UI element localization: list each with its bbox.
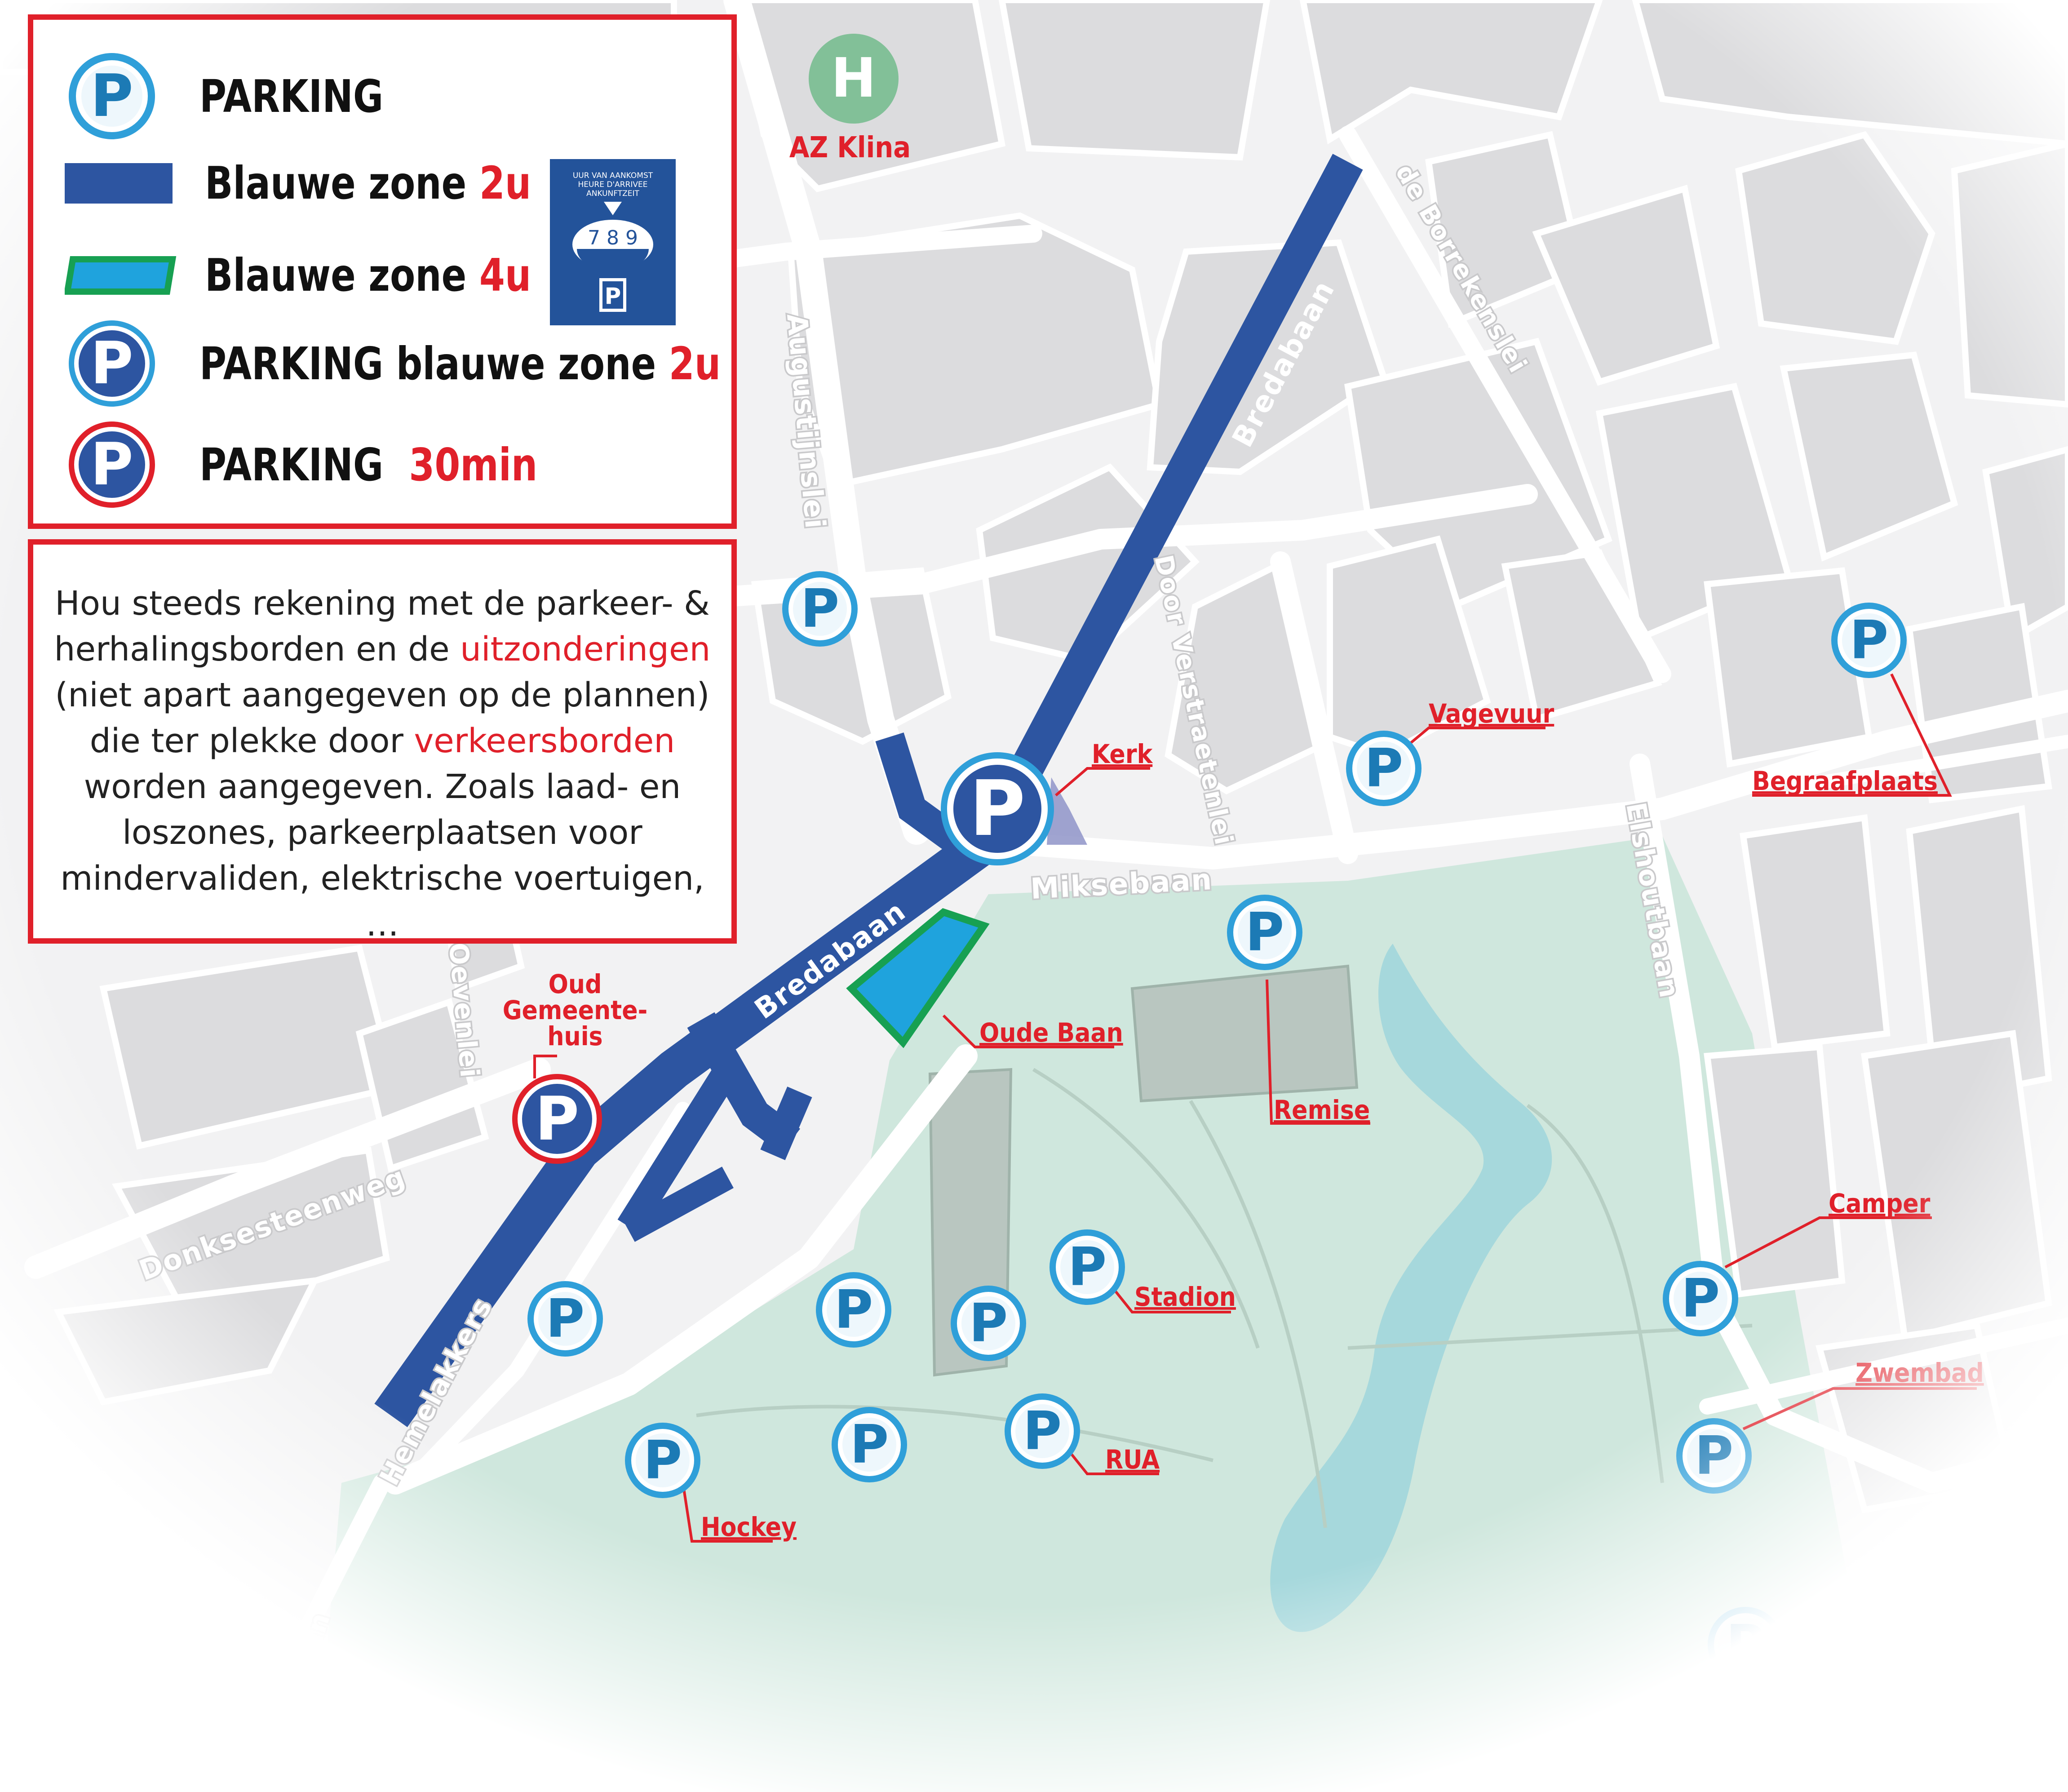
legend-item-blue-zone-4u xyxy=(65,249,603,302)
blue-zone-outline-icon xyxy=(65,253,177,298)
parking-30min-icon xyxy=(65,417,159,512)
svg-text:ANKUNFTZEIT: ANKUNFTZEIT xyxy=(586,189,639,198)
legend-label-parking-blue-zone: PARKING blauwe zone 2u xyxy=(199,337,721,390)
legend-item-parking-30min xyxy=(65,417,611,512)
note-text: Hou steeds rekening met de parkeer- & herhalingsborden en de uitzonderingen (niet apart aangegeven op de plannen) die ter plekke door verkeersborden worden aangegeven. Zoals laad- en loszones, parkeerplaatsen voor mindervaliden, elektrische voertuigen, … xyxy=(54,584,711,944)
legend-label-blue-zone-4u: Blauwe zone 4u xyxy=(205,249,531,302)
parking-icon xyxy=(65,49,159,143)
svg-text:UUR VAN AANKOMST: UUR VAN AANKOMST xyxy=(572,171,653,180)
svg-text:P: P xyxy=(90,62,133,130)
legend-box xyxy=(28,14,737,529)
svg-text:7 8 9: 7 8 9 xyxy=(588,226,638,249)
legend-label-parking: PARKING xyxy=(199,70,384,123)
parking-blue-zone-icon xyxy=(65,316,159,411)
legend-item-parking xyxy=(65,49,424,143)
legend-item-blue-zone-2u xyxy=(65,157,603,209)
legend-item-parking-blue-zone xyxy=(65,316,835,411)
svg-text:HEURE D'ARRIVEE: HEURE D'ARRIVEE xyxy=(578,180,648,189)
legend-label-parking-30min: PARKING 30min xyxy=(199,438,538,491)
legend-label-blue-zone-2u: Blauwe zone 2u xyxy=(205,157,531,209)
svg-text:P: P xyxy=(604,283,621,309)
blue-zone-bar-icon xyxy=(65,163,173,204)
note-box xyxy=(28,539,737,944)
svg-text:P: P xyxy=(90,430,133,498)
svg-text:P: P xyxy=(90,329,133,397)
parking-disc-icon xyxy=(550,159,676,325)
